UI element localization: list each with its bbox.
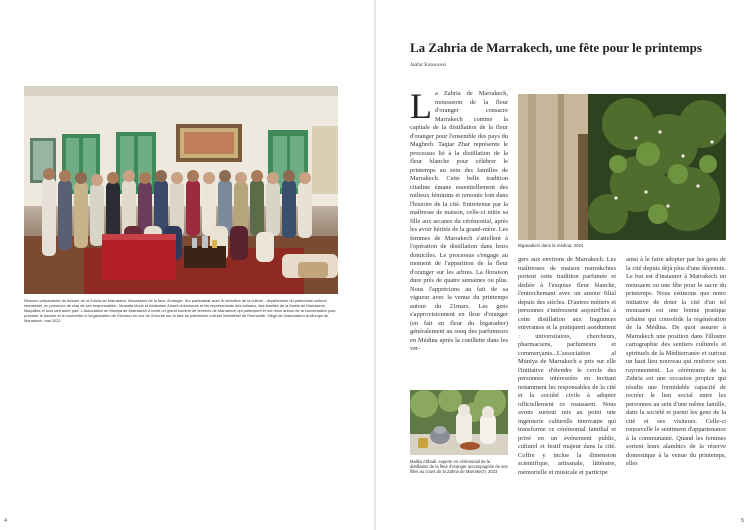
left-page	[0, 0, 374, 530]
drop-cap: L	[410, 86, 432, 126]
article-title: La Zahria de Marrakech, une fête pour le printemps	[410, 40, 702, 55]
group-meeting-photo	[24, 86, 338, 294]
page-number-right: 5	[741, 518, 745, 524]
page-number-left: 4	[4, 518, 8, 524]
main-photo-caption: Réunion préparatoire du dossier de la Zahria de Marrakech. Mousseurs de la fleur d'oranger. Sur partenariat avec le ministère de la culture - département du patrimoine culturel immatériel, en présence de cinq de ses responsables : Mustafa Mouh et Abdeslam Amerti chercheurs et les représentants des artisans, des familles de la Mairie de Marrakech. Maquillés et tous tant autre part. L'association an Muniya de Marrakech a invité un grand nombre de femmes de Marrakech qui participent et ont réuni autour de la conversation pour préparer le dossier et le soumettre à l'organisation de l'Unesco en vue de l'inscrire sur la liste du patrimoine culturel immatériel de l'humanité. Siège de l'association al-Muniya de Marrakech, mai 2022.	[24, 298, 336, 323]
article-column-2: gers aux environs de Marrakech. Les maîtresses de maison marrakchies portent cette tradition parfumée et dédiée à l'exquise fleur blanche, l'entrechemant avec un amour filial depuis des siècles. D'autres métiers et personnes s'intéressent aujourd'hui à cette distillation aux fragrances enivrantes et la pratiquent assidument : universitaires, chercheurs, pharmaciens, parfumeurs et commerçants...L'association al Muniya de Marrakech a pris sur elle l'initiative d'étendre le cercle des personnes intéressées en invitant notamment les responsables de la cité et la société civile à adopter officiellement ce mausaem. Nous avons surtout mis au point une ingénierie culturelle innovante qui transforme ce cérémonial familial et privé en un événement public, culturel et festif majeur dans la cité. Coffre y inclue la dimension scientifique, artisanale, littéraire, mémorielle et musicale et participe	[518, 256, 616, 476]
article-column-3: ainsi à le faire adopter par les gens de la cité depuis déjà plus d'une décennie. Le but est d'instaurer à Marrakech un mousaem ou une fête pour le sacre du printemps. Nous estimons que notre initiative de doter la cité d'un tel mousaem est une bonne pratique urbaine qui consolide la régénération de la Médina. De quoi assurer à Marrakech une position dans l'illustre cartographie des sentiers culturels et spirituels de la Méditerranée et surtout un haut lieu nouveau qui renforce son rayonnement. La cérémonie de la Zahria est une occasion propice qui résulte une formidable capacité de recréer le lien social entre les personnes au sein d'une même famille, dans la société et parmi les gens de la cité et ses visiteurs. Celle-ci renouvelle le sentiment d'appartenance à la communauté. Quand les femmes sortent leurs alambics de la réserve domestique à la venue du printemps, elles	[626, 256, 726, 467]
distillation-photo-caption: Malika Abbadi, experte en cérémonial de la distillation de la fleur d'oranger accompagnée de ses filles au cours de la Zahria de Marrakech, 2023	[410, 459, 508, 474]
article-author: Jaafar Kansoussi	[410, 62, 447, 68]
garden-photo-caption: Bigaradiers dans la médina, 2024	[518, 243, 584, 248]
article-column-1	[410, 86, 508, 354]
distillation-photo	[410, 390, 508, 455]
orange-trees-photo	[518, 94, 726, 240]
column-1-text: a Zahria de Marrakech, mousseom de la fleur d'oranger consacre Marrakech comme la capitale de la distillation de la fleur d'oranger pour l'ensemble des pays du Maghreb. Taqtar Zhar représente le processus lié à la distillation de la fleur blanche pour célébrer le printemps au sein des familles de Marrakech. Cette belle tradition citadine émane essentiellement des milieux féminins et remonte loin dans l'histoire de la cité. Entretenue par la maîtresse de maison, celle-ci initie sa fille aux arcanes du cérémonial, après les avoir hérités de la grand-mère. Les femmes de Marrakech s'attellent à l'opération de distillation dans leurs domiciles. Le processus s'engage au moment de l'apparition de la fleur d'oranger sur les arbres. La floraison dure près de quatre semaines ou plus. Nous l'apprécions au fait de sa vigueur avec la venue du printemps autour du 21mars. Les gens s'approvisionnent en fleur d'oranger (en fait en fleur du bigaradier) généralement au souq des parfumeurs en Médina après la cueillette dans les ver-	[410, 90, 508, 352]
